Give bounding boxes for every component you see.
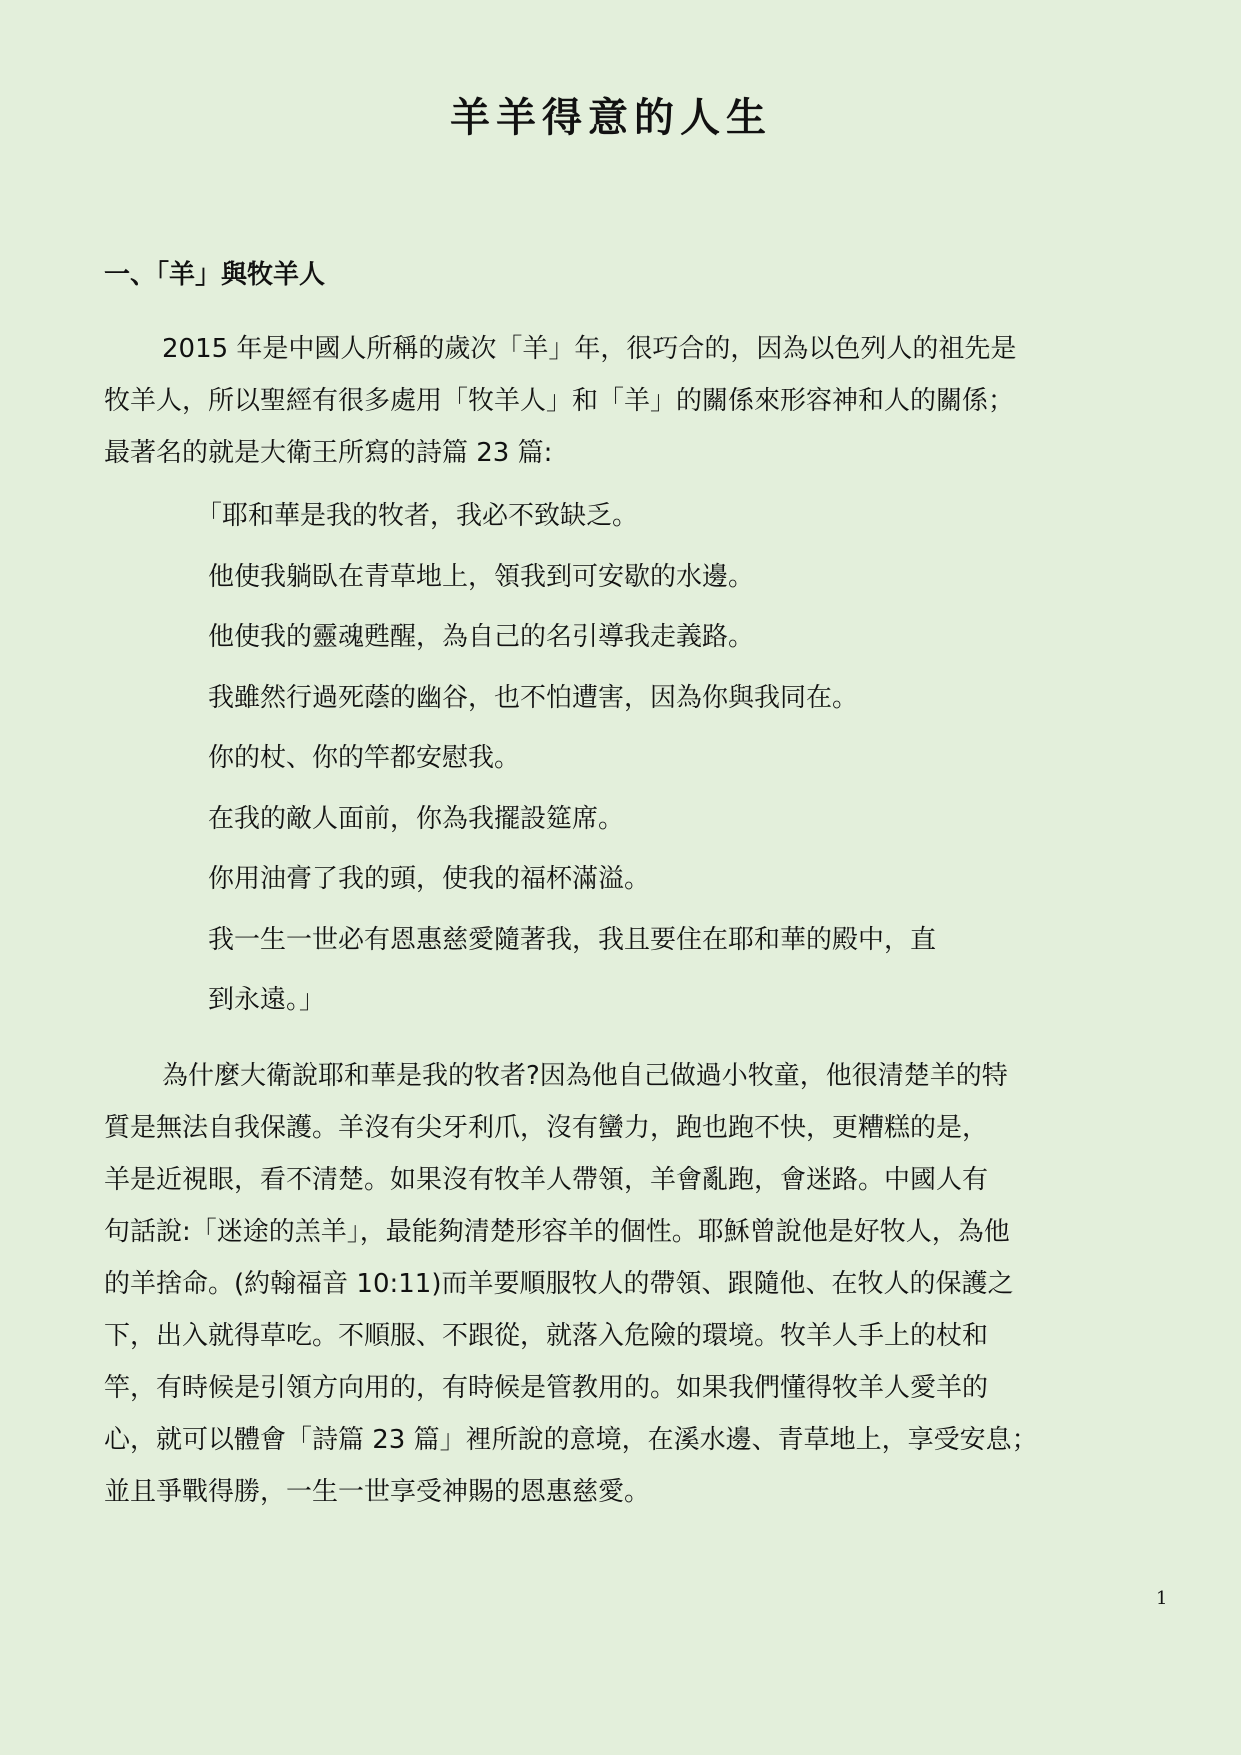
psalm-line: 你用油膏了我的頭，使我的福杯滿溢。	[208, 864, 651, 894]
paragraph-intro	[104, 323, 1124, 479]
paragraph-line: 心，就可以體會「詩篇 23 篇」裡所說的意境，在溪水邊、青草地上，享受安息；	[104, 1425, 1038, 1455]
paragraph-line: 最著名的就是大衛王所寫的詩篇 23 篇:	[104, 438, 553, 468]
paragraph-line: 並且爭戰得勝，一生一世享受神賜的恩惠慈愛。	[104, 1477, 651, 1507]
paragraph-line: 竿，有時候是引領方向用的，有時候是管教用的。如果我們懂得牧羊人愛羊的	[104, 1373, 989, 1403]
paragraph-line: 牧羊人，所以聖經有很多處用「牧羊人」和「羊」的關係來形容神和人的關係；	[104, 386, 1015, 416]
psalm-line: 「耶和華是我的牧者，我必不致缺乏。	[196, 501, 639, 531]
page-number: 1	[1156, 1588, 1168, 1609]
document-title: 羊羊得意的人生	[450, 95, 772, 141]
psalm-line: 你的杖、你的竿都安慰我。	[208, 743, 521, 773]
psalm-line: 到永遠。」	[208, 985, 326, 1015]
paragraph-line: 句話說:「迷途的羔羊」，最能夠清楚形容羊的個性。耶穌曾說他是好牧人，為他	[104, 1217, 1010, 1247]
psalm-line: 他使我躺臥在青草地上，領我到可安歇的水邊。	[208, 561, 755, 592]
paragraph-line: 2015 年是中國人所稱的歲次「羊」年，很巧合的，因為以色列人的祖先是	[162, 334, 1017, 364]
psalm-line: 我一生一世必有恩惠慈愛隨著我，我且要住在耶和華的殿中，直	[208, 924, 937, 955]
section-heading: 一、「羊」與牧羊人	[104, 260, 326, 290]
psalm-quote	[196, 490, 937, 1035]
paragraph-line: 為什麼大衛說耶和華是我的牧者?因為他自己做過小牧童，他很清楚羊的特	[162, 1061, 1008, 1091]
psalm-line: 在我的敵人面前，你為我擺設筵席。	[208, 803, 625, 834]
psalm-line: 我雖然行過死蔭的幽谷，也不怕遭害，因為你與我同在。	[208, 682, 859, 713]
paragraph-line: 羊是近視眼，看不清楚。如果沒有牧羊人帶領，羊會亂跑，會迷路。中國人有	[104, 1165, 989, 1195]
paragraph-line: 質是無法自我保護。羊沒有尖牙利爪，沒有蠻力，跑也跑不快，更糟糕的是，	[104, 1113, 989, 1143]
psalm-line: 他使我的靈魂甦醒，為自己的名引導我走義路。	[208, 622, 755, 652]
paragraph-explanation	[104, 1050, 1124, 1518]
paragraph-line: 下，出入就得草吃。不順服、不跟從，就落入危險的環境。牧羊人手上的杖和	[104, 1321, 989, 1351]
paragraph-line: 的羊捨命。(約翰福音 10:11)而羊要順服牧人的帶領、跟隨他、在牧人的保護之	[104, 1269, 1014, 1299]
